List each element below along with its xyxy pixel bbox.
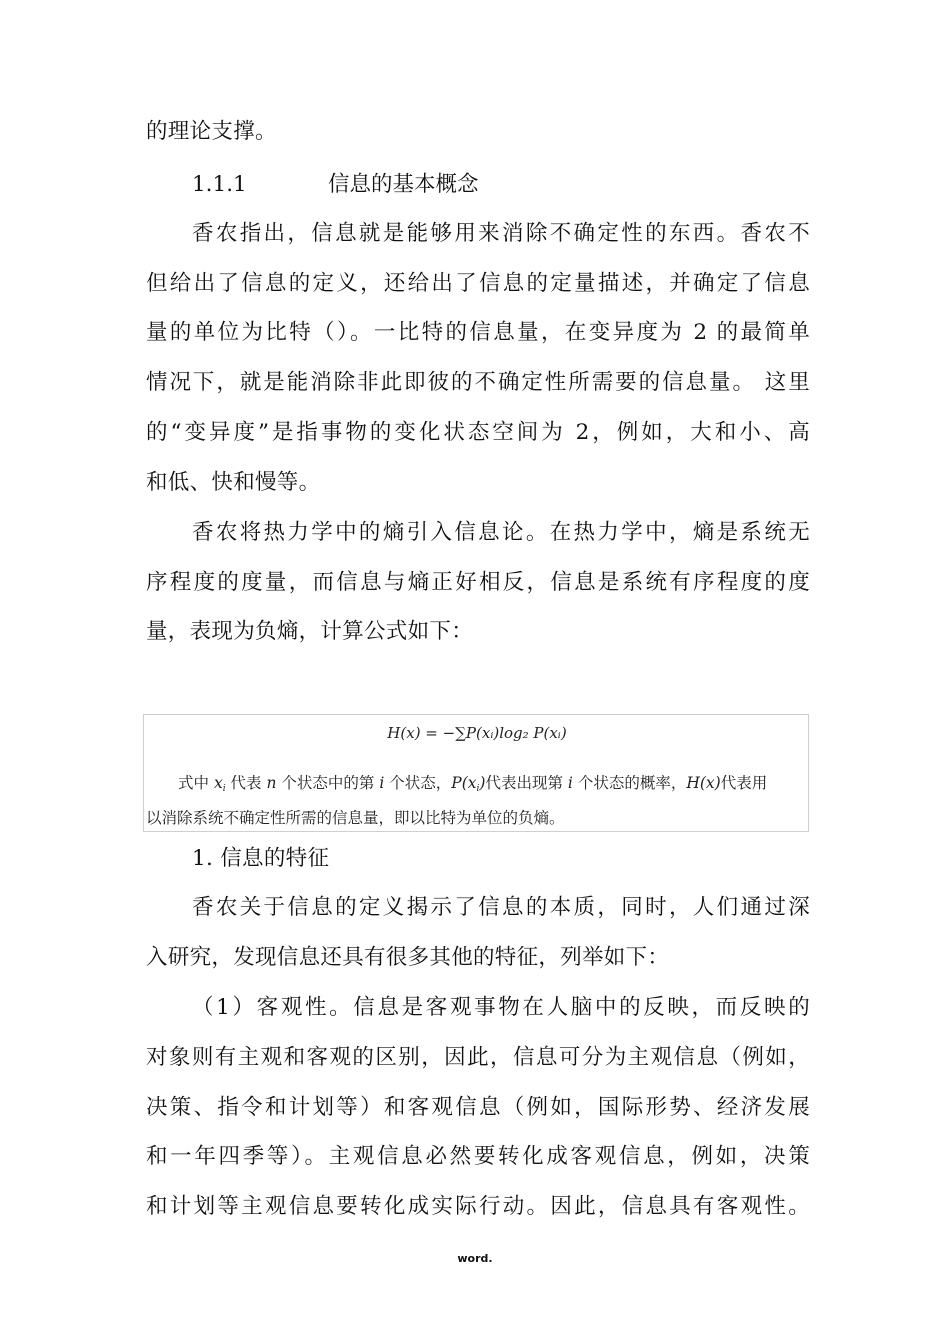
note-symbol-p: P(x <box>451 774 477 792</box>
note-text: 式中 <box>178 774 210 792</box>
note-subscript-i: i <box>476 784 480 794</box>
paragraph-line: 但给出了信息的定义，还给出了信息的定量描述，并确定了信息 <box>146 271 810 296</box>
paragraph-line: 对象则有主观和客观的区别，因此，信息可分为主观信息（例如， <box>146 1045 810 1070</box>
paragraph-line: 和计划等主观信息要转化成实际行动。因此，信息具有客观性。 <box>146 1194 810 1219</box>
note-subscript-i: i <box>222 784 226 794</box>
intro-tail-line: 的理论支撑。 <box>146 119 277 144</box>
formula-box <box>143 714 809 832</box>
note-text: 个状态中的第 <box>281 774 375 792</box>
entropy-formula: H(x) = −∑P(xᵢ)log₂ P(xᵢ) <box>387 724 567 742</box>
formula-note-line-1 <box>178 772 808 800</box>
note-symbol-x: x <box>213 774 223 792</box>
paragraph-line: 和一年四季等）。主观信息必然要转化成客观信息，例如，决策 <box>146 1144 810 1169</box>
note-symbol-h: H(x) <box>686 774 721 792</box>
paragraph-line: 序程度的度量，而信息与熵正好相反，信息是系统有序程度的度 <box>146 570 810 595</box>
note-text: 代表用 <box>720 774 768 792</box>
paragraph-line: 决策、指令和计划等）和客观信息（例如，国际形势、经济发展 <box>146 1095 810 1120</box>
note-text: 个状态， <box>389 774 452 792</box>
note-symbol-i: i <box>567 774 573 792</box>
paragraph-line: 的“变异度”是指事物的变化状态空间为 2，例如，大和小、高 <box>146 420 810 445</box>
paragraph-line: 香农指出，信息就是能够用来消除不确定性的东西。香农不 <box>192 221 810 246</box>
note-text: 代表出现第 <box>485 774 563 792</box>
paragraph-line: 情况下，就是能消除非此即彼的不确定性所需要的信息量。 这里 <box>146 370 810 395</box>
section-title: 信息的基本概念 <box>328 172 479 197</box>
page-footer: word. <box>457 1252 493 1265</box>
note-symbol-i: i <box>379 774 385 792</box>
paragraph-line: 香农关于信息的定义揭示了信息的本质，同时，人们通过深 <box>192 895 810 920</box>
section-number: 1.1.1 <box>192 172 247 197</box>
paragraph-line: 量的单位为比特（）。一比特的信息量，在变异度为 2 的最简单 <box>146 320 810 345</box>
formula-note-line-2: 以消除系统不确定性所需的信息量，即以比特为单位的负熵。 <box>146 809 565 827</box>
paragraph-line: 入研究，发现信息还具有很多其他的特征，列举如下： <box>146 945 670 970</box>
note-symbol-paren: ) <box>479 774 486 792</box>
note-text: 代表 <box>230 774 262 792</box>
paragraph-line: 香农将热力学中的熵引入信息论。在热力学中，熵是系统无 <box>192 520 810 545</box>
paragraph-line: 和低、快和慢等。 <box>146 470 321 495</box>
note-symbol-n: n <box>266 774 277 792</box>
subheading-characteristics: 1. 信息的特征 <box>192 846 330 871</box>
paragraph-line: （1）客观性。信息是客观事物在人脑中的反映，而反映的 <box>192 995 810 1020</box>
note-text: 个状态的概率， <box>577 774 687 792</box>
paragraph-line: 量，表现为负熵，计算公式如下： <box>146 619 474 644</box>
